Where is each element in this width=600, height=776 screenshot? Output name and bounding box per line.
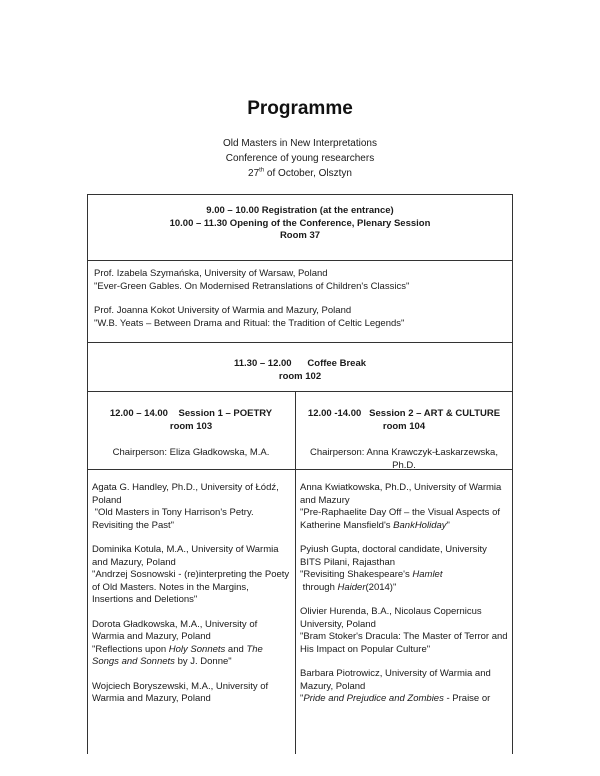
- talk-title: "Bram Stoker's Dracula: The Master of Terror and His Impact on Popular Culture": [300, 631, 508, 655]
- conference-subtitle: [0, 136, 600, 181]
- session2-entries: [300, 482, 508, 718]
- speaker: Prof. Joanna Kokot University of Warmia and Mazury, Poland: [94, 305, 352, 316]
- session1-room: room 103: [169, 420, 213, 432]
- speaker: Barbara Piotrowicz, University of Warmia and Mazury, Poland: [300, 668, 491, 692]
- page-title: Programme: [247, 98, 353, 119]
- coffee-break-block: [88, 358, 512, 383]
- talk-entry: [300, 482, 508, 532]
- column-divider: [295, 391, 296, 754]
- talk-title: "Ever-Green Gables. On Modernised Retranslations of Children's Classics": [94, 280, 410, 292]
- talk-title: "Andrzej Sosnowski - (re)interpreting the Poety of Old Masters. Notes in the Margins, Insertions and Deletions": [92, 569, 290, 605]
- session2-heading: 12.00 -14.00 Session 2 – ART & CULTURE: [307, 408, 501, 419]
- talk-entry: [300, 544, 508, 594]
- talk-title: "W.B. Yeats – Between Drama and Ritual: the Tradition of Celtic Legends": [94, 317, 405, 329]
- registration-line: 9.00 – 10.00 Registration (at the entrance): [206, 205, 394, 216]
- talk-title: "Pre-Raphaelite Day Off – the Visual Aspects of Katherine Mansfield's BankHoliday": [300, 507, 500, 531]
- talk-entry: [92, 544, 290, 607]
- plenary-talk: [94, 268, 508, 293]
- opening-room: Room 37: [279, 230, 321, 241]
- speaker: Wojciech Boryszewski, M.A., University of Warmia and Mazury, Poland: [92, 680, 269, 704]
- divider: [88, 260, 512, 261]
- opening-line: 10.00 – 11.30 Opening of the Conference, Plenary Session: [169, 217, 431, 229]
- speaker: Dominika Kotula, M.A., University of Warmia and Mazury, Poland: [92, 544, 279, 568]
- subtitle-line-2: Conference of young researchers: [225, 153, 375, 164]
- talk-title: "Old Masters in Tony Harrison's Petry. Revisiting the Past": [92, 507, 257, 531]
- plenary-talk: [94, 305, 508, 330]
- speaker: Olivier Hurenda, B.A., Nicolaus Copernicus University, Poland: [300, 606, 482, 630]
- talk-entry: [92, 681, 290, 706]
- session2-header: [300, 408, 508, 472]
- talk-title: "Reflections upon Holy Sonnets and The Songs and Sonnets by J. Donne": [92, 643, 263, 667]
- speaker: Agata G. Handley, Ph.D., University of Łódź, Poland: [92, 482, 279, 506]
- coffee-break-time: 11.30 – 12.00 Coffee Break: [233, 358, 367, 369]
- subtitle-line-1: Old Masters in New Interpretations: [223, 138, 377, 149]
- divider: [88, 391, 512, 392]
- talk-entry: [92, 619, 290, 669]
- programme-table: [87, 194, 513, 754]
- coffee-break-room: room 102: [278, 370, 322, 382]
- session2-room: room 104: [382, 420, 426, 432]
- plenary-block: [94, 268, 508, 342]
- talk-entry: [92, 482, 290, 532]
- subtitle-date: 27th of October, Olsztyn: [248, 167, 352, 179]
- divider: [88, 342, 512, 343]
- opening-block: [88, 205, 512, 243]
- talk-title: "Pride and Prejudice and Zombies - Praise or: [300, 693, 491, 704]
- talk-title: "Revisiting Shakespeare's Hamlet through Haider(2014)": [300, 569, 443, 593]
- session1-entries: [92, 482, 290, 718]
- session2-chair: Chairperson: Anna Krawczyk-Łaskarzewska, Ph.D.: [310, 447, 498, 471]
- session1-chair: Chairperson: Eliza Gładkowska, M.A.: [112, 447, 270, 458]
- speaker: Anna Kwiatkowska, Ph.D., University of Warmia and Mazury: [300, 482, 502, 506]
- talk-entry: [300, 668, 508, 706]
- speaker: Prof. Izabela Szymańska, University of Warsaw, Poland: [94, 268, 328, 279]
- speaker: Pyiush Gupta, doctoral candidate, University BITS Pilani, Rajasthan: [300, 544, 487, 568]
- speaker: Dorota Gładkowska, M.A., University of Warmia and Mazury, Poland: [92, 618, 258, 642]
- divider: [88, 469, 512, 470]
- session1-heading: 12.00 – 14.00 Session 1 – POETRY: [109, 408, 273, 419]
- session1-header: [92, 408, 290, 460]
- talk-entry: [300, 606, 508, 656]
